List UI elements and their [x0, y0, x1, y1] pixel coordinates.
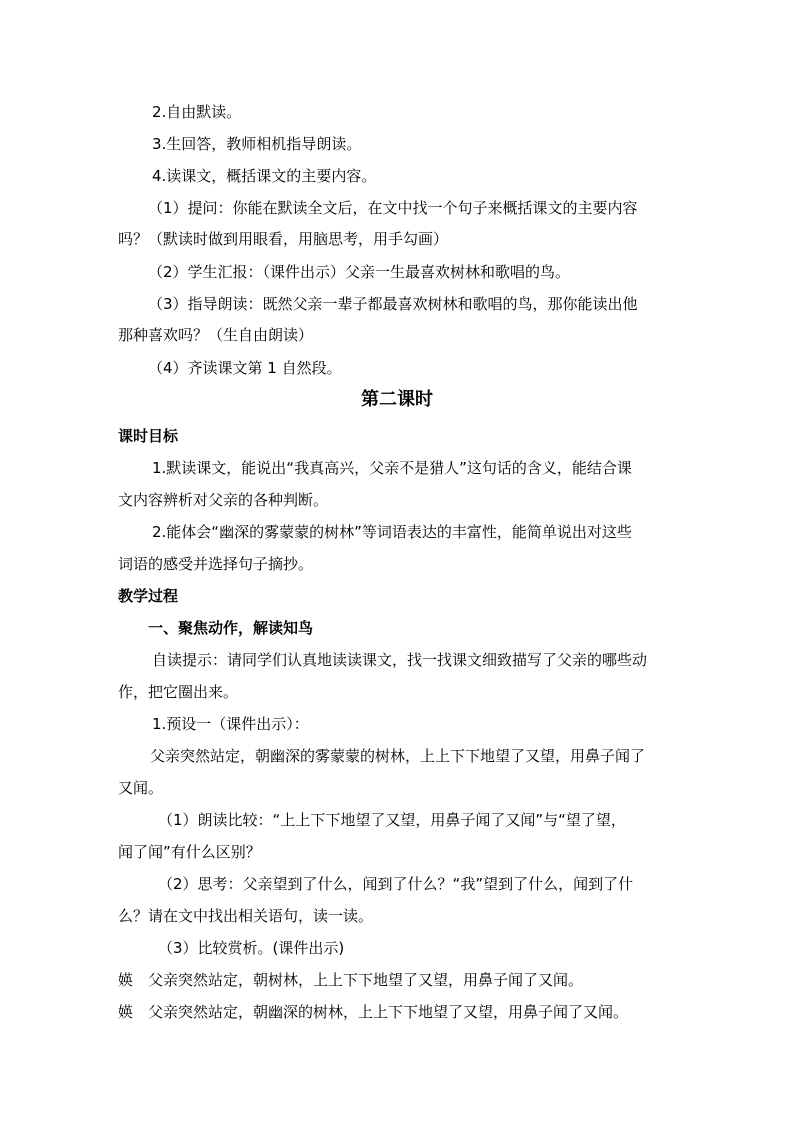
objective-line: 1.默读课文，能说出“我真高兴，父亲不是猎人”这句话的含义，能结合课: [152, 459, 632, 477]
process-line: 媖 父亲突然站定，朝幽深的树林，上上下下地望了又望，用鼻子闻了又闻。: [118, 1003, 629, 1021]
body-line: （4）齐读课文第 1 自然段。: [148, 359, 342, 377]
process-line: 又闻。: [118, 779, 164, 797]
process-subheading: 一、聚焦动作，解读知鸟: [148, 619, 314, 637]
process-line: 闻了闻”有什么区别？: [118, 843, 261, 861]
process-line: 媖 父亲突然站定，朝树林，上上下下地望了又望，用鼻子闻了又闻。: [118, 971, 584, 989]
process-line: 父亲突然站定，朝幽深的雾蒙蒙的树林，上上下下地望了又望，用鼻子闻了: [150, 747, 646, 765]
process-line: 自读提示：请同学们认真地读读课文，找一找课文细致描写了父亲的哪些动: [152, 651, 648, 669]
process-line: （1）朗读比较：“上上下下地望了又望，用鼻子闻了又闻”与“望了望，: [158, 811, 626, 829]
process-line: （3）比较赏析。(课件出示): [158, 939, 345, 957]
body-line: （1）提问：你能在默读全文后，在文中找一个句子来概括课文的主要内容: [148, 199, 638, 217]
body-line: （3）指导朗读：既然父亲一辈子都最喜欢树林和歌唱的鸟，那你能读出他: [148, 295, 638, 313]
section-title: 第二课时: [361, 389, 433, 410]
body-line: 吗？（默读时做到用眼看，用脑思考，用手勾画）: [118, 230, 449, 248]
body-line: 3.生回答，教师相机指导朗读。: [152, 135, 362, 153]
objective-line: 词语的感受并选择句子摘抄。: [118, 555, 314, 573]
process-line: （2）思考：父亲望到了什么，闻到了什么？“我”望到了什么，闻到了什: [158, 875, 634, 893]
process-heading: 教学过程: [118, 587, 179, 605]
objectives-heading: 课时目标: [118, 427, 179, 445]
body-line: 4.读课文，概括课文的主要内容。: [152, 167, 377, 185]
process-line: 1.预设一（课件出示）：: [152, 715, 309, 733]
process-line: 作，把它圈出来。: [118, 683, 239, 701]
process-line: 么？请在文中找出相关语句，读一读。: [118, 907, 374, 925]
body-line: 那种喜欢吗？（生自由朗读）: [118, 326, 314, 344]
body-line: （2）学生汇报：（课件出示）父亲一生最喜欢树林和歌唱的鸟。: [148, 263, 571, 281]
body-line: 2.自由默读。: [152, 103, 242, 121]
objective-line: 文内容辨析对父亲的各种判断。: [118, 491, 329, 509]
objective-line: 2.能体会“幽深的雾蒙蒙的树林”等词语表达的丰富性，能简单说出对这些: [152, 523, 632, 541]
